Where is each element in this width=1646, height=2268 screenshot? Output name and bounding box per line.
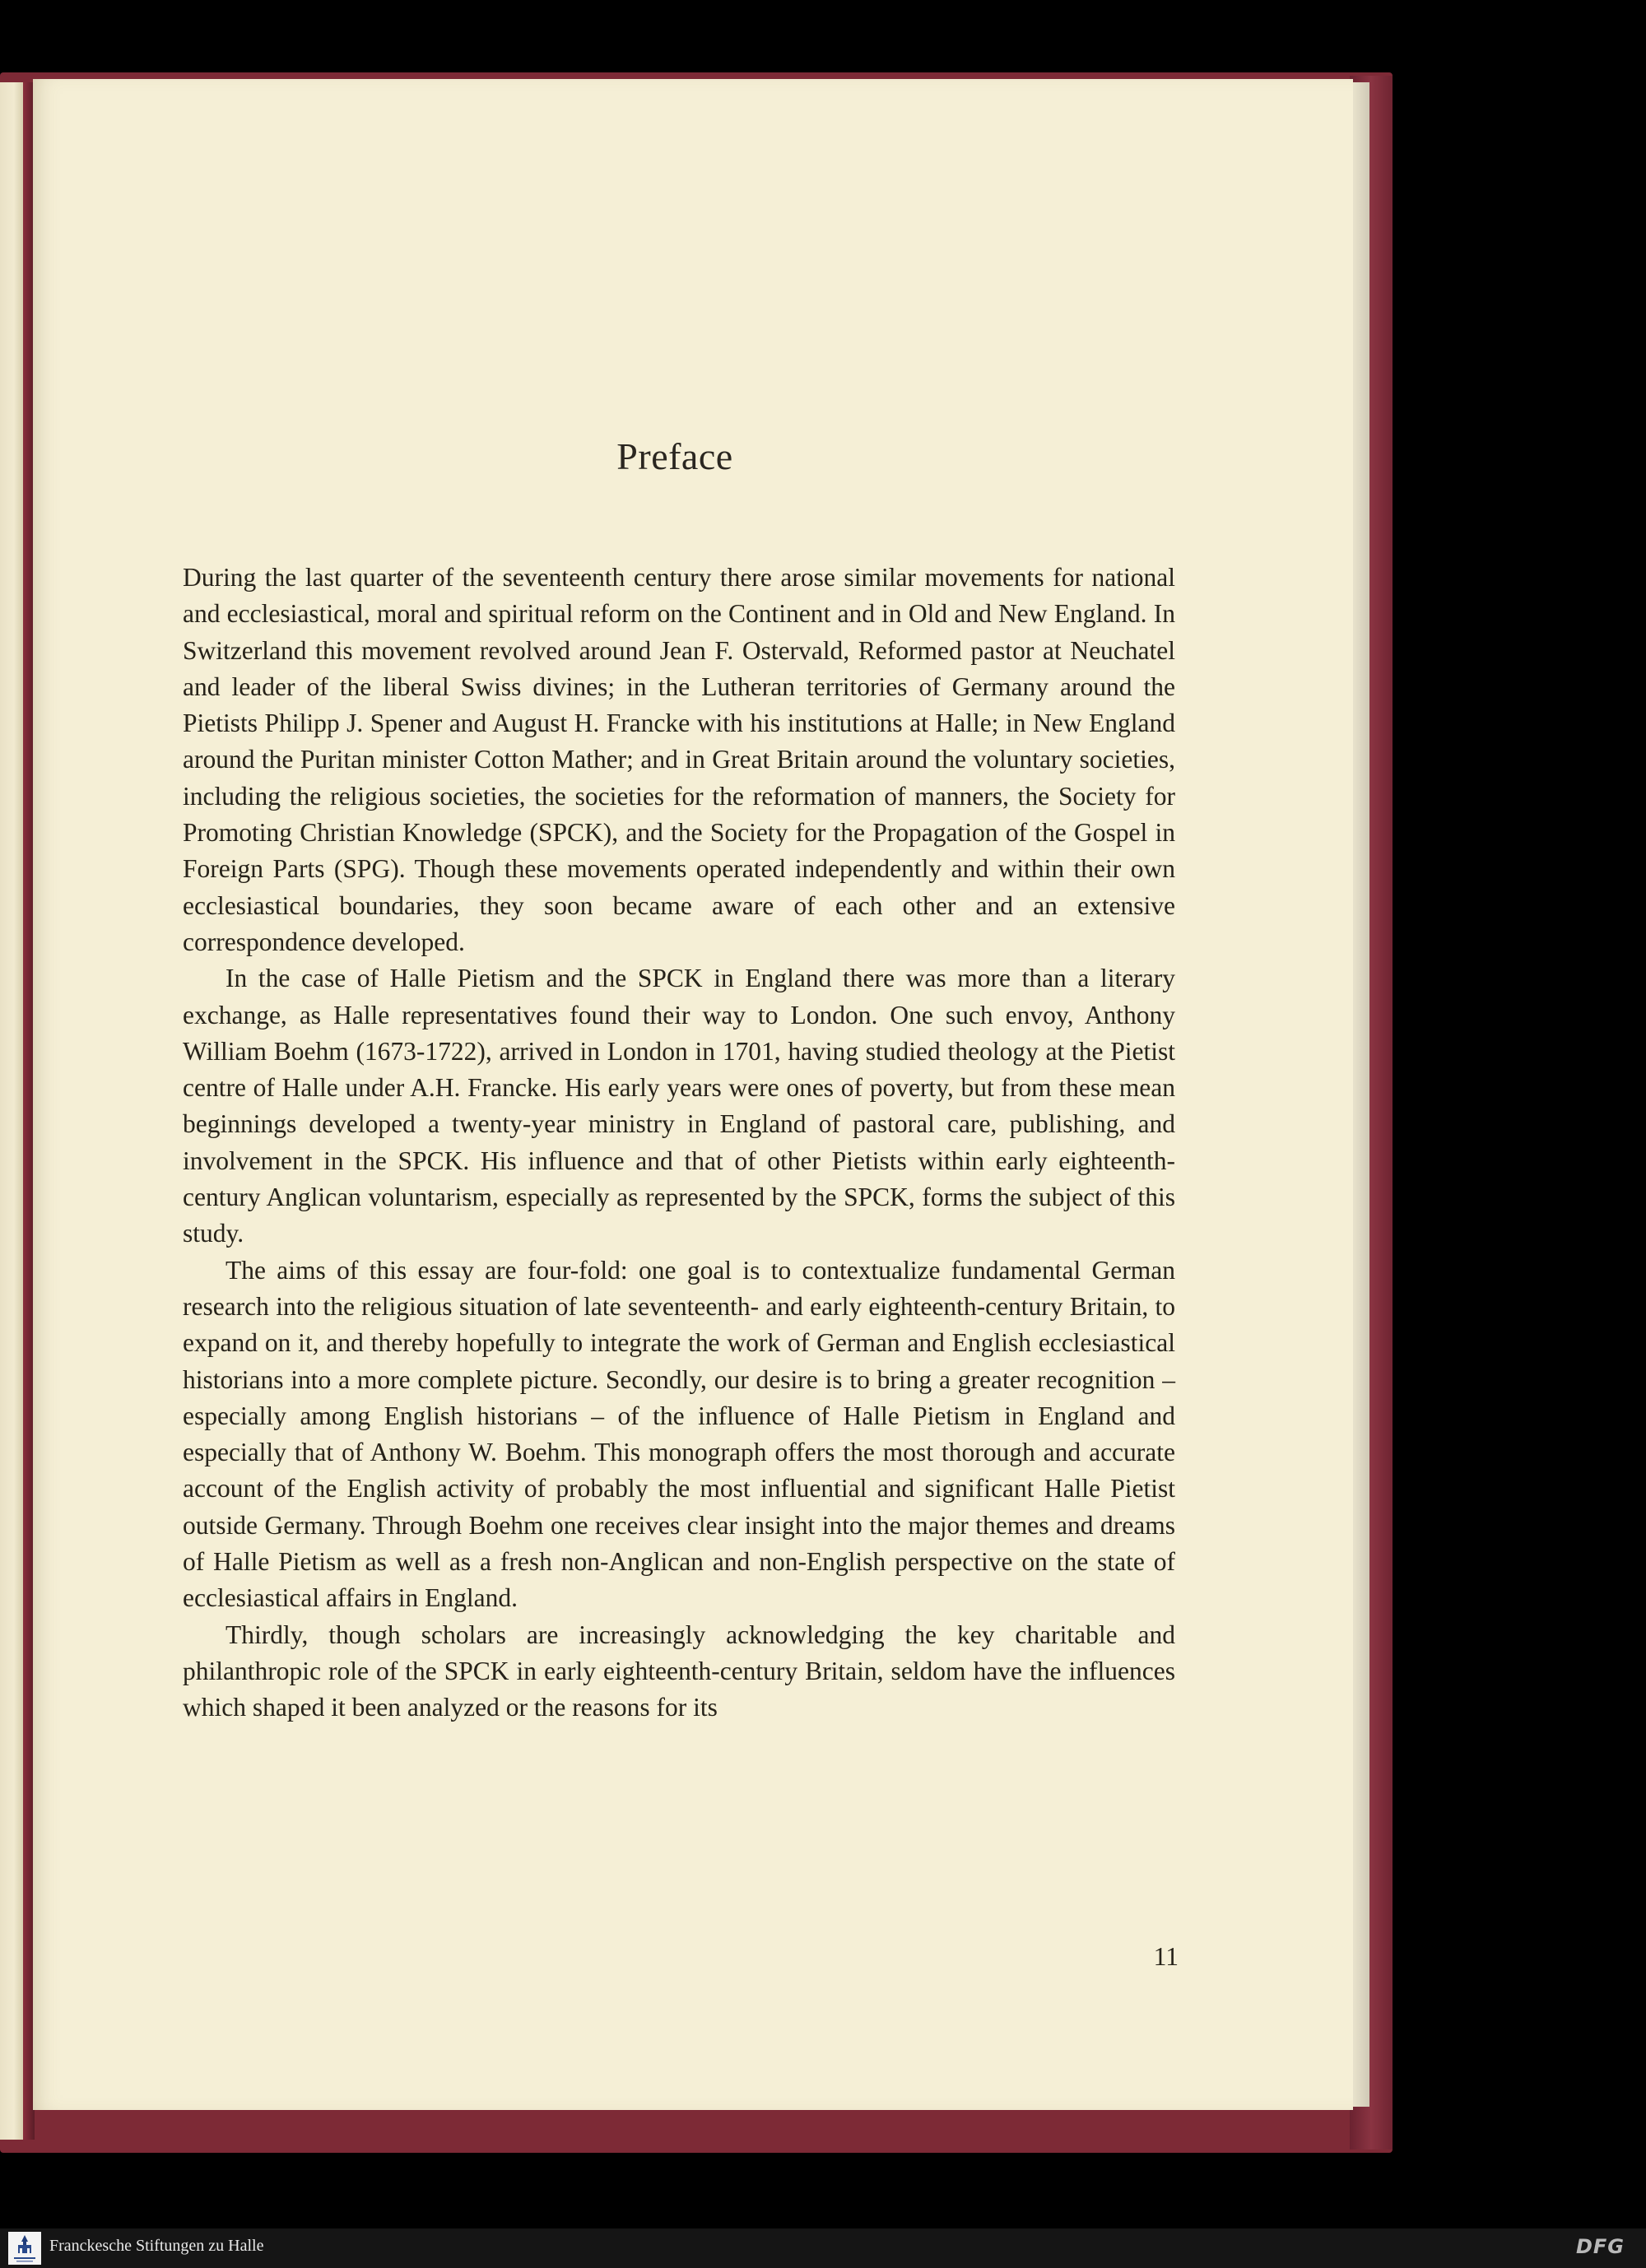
paragraph-4: Thirdly, though scholars are increasingly acknowledging the key charitable and philanthropic role of the SPCK in early eighteenth-century Britain, seldom have the influences which shaped it been analyzed or the reasons for its <box>183 1620 1175 1722</box>
body-text <box>183 560 1175 1727</box>
dfg-logo[interactable]: DFG <box>1575 2235 1625 2258</box>
book-page <box>33 79 1353 2110</box>
paragraph-1: During the last quarter of the seventeenth century there arose similar movements for national and ecclesiastical, moral and spiritual reform on the Continent and in Old and New England. In Switzerland this movement revolved around Jean F. Ostervald, Reformed pastor at Neuchatel and leader of the liberal Swiss divines; in the Lutheran territories of Germany around the Pietists Philipp J. Spener and August H. Francke with his institutions at Halle; in New England around the Puritan minister Cotton Mather; and in Great Britain around the voluntary societies, including the religious societies, the societies for the reformation of manners, the Society for Promoting Christian Knowledge (SPCK), and the Society for the Propagation of the Gospel in Foreign Parts (SPG). Though these movements operated independently and within their own ecclesiastical boundaries, they soon became aware of each other and an extensive correspondence developed. <box>183 563 1175 956</box>
institution-name[interactable]: Franckesche Stiftungen zu Halle <box>49 2237 264 2255</box>
paragraph-2: In the case of Halle Pietism and the SPCK in England there was more than a literary exchange, as Halle representatives found their way to London. One such envoy, Anthony William Boehm (1673-1722), arrived in London in 1701, having studied theology at the Pietist centre of Halle under A.H. Francke. His early years were ones of poverty, but from these mean beginnings developed a twenty-year ministry in England of pastoral care, publishing, and involvement in the SPCK. His influence and that of other Pietists within early eighteenth-century Anglican voluntarism, especially as represented by the SPCK, forms the subject of this study. <box>183 964 1175 1248</box>
left-page-edge <box>0 82 23 2140</box>
page-title: Preface <box>616 435 733 477</box>
page-stack-edge <box>1353 82 1369 2107</box>
francke-foundation-logo-icon[interactable] <box>8 2232 41 2265</box>
paragraph-3: The aims of this essay are four-fold: one goal is to contextualize fundamental German research into the religious situation of late seventeenth- and early eighteenth-century Britain, to expand on it, and thereby hopefully to integrate the work of German and English ecclesiastical historians into a more complete picture. Secondly, our desire is to bring a greater recognition – especially among English historians – of the influence of Halle Pietism in England and especially that of Anthony W. Boehm. This monograph offers the most thorough and accurate account of the English activity of probably the most influential and significant Halle Pietist outside Germany. Through Boehm one receives clear insight into the major themes and dreams of Halle Pietism as well as a fresh non-Anglican and non-English perspective on the state of ecclesiastical affairs in England. <box>183 1255 1175 1613</box>
page-number: 11 <box>1153 1942 1179 1971</box>
